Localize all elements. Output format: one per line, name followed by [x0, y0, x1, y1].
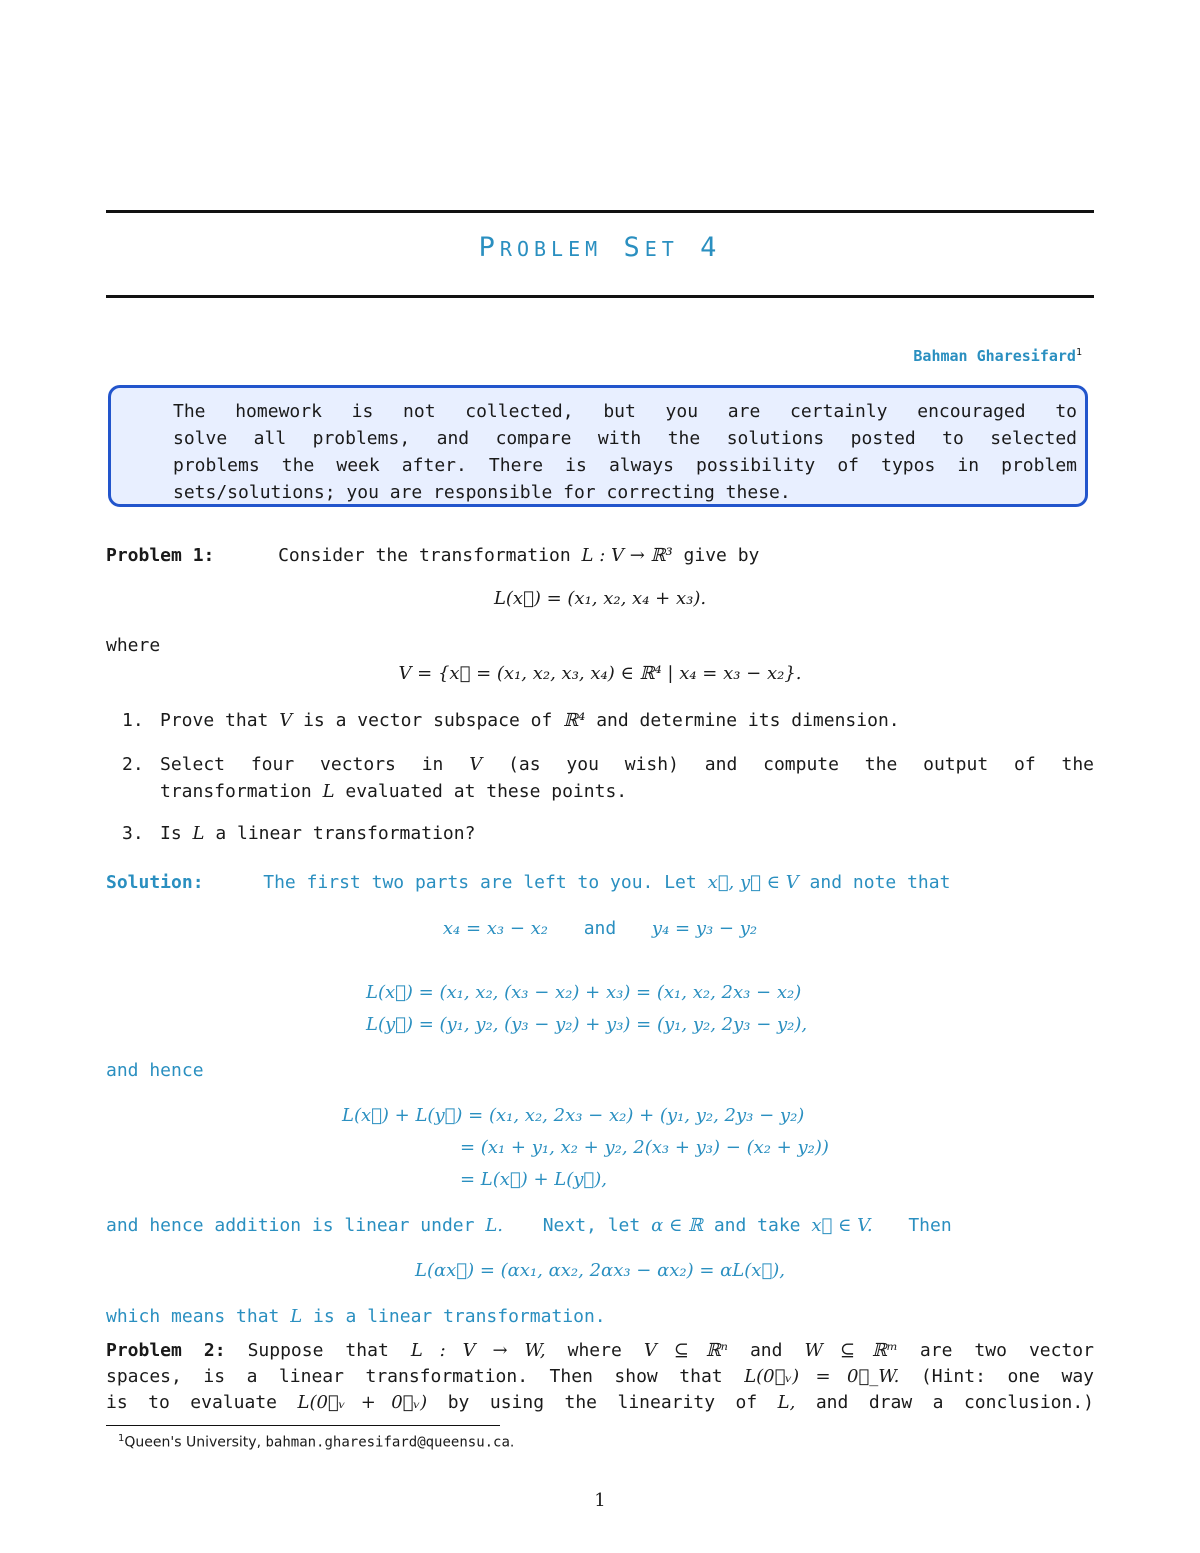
- problem2-line-3: [106, 1392, 1094, 1413]
- solution-vars: x⃗, y⃗ ∈ V: [707, 872, 799, 893]
- solution-ly: L(y⃗) = (y₁, y₂, (y₃ − y₂) + y₃) = (y₁, y₂, 2y₃ − y₂),: [366, 1014, 808, 1035]
- item-number: 1.: [122, 710, 144, 731]
- addition-math: α ∈ ℝ: [651, 1215, 703, 1236]
- item-text-part: (as you wish) and compute the output of the: [508, 754, 1094, 775]
- conclusion-text: which means that: [106, 1306, 280, 1327]
- item-text: [160, 781, 627, 802]
- addition-text: Then: [908, 1215, 952, 1236]
- footnote-mark: 1: [118, 1433, 125, 1444]
- solution-addition: [106, 1215, 952, 1236]
- problem1-intro: Consider the transformation: [278, 545, 571, 566]
- top-rule: [106, 210, 1094, 213]
- problem1-map: L : V → ℝ³: [581, 545, 673, 566]
- solution-scalar: L(αx⃗) = (αx₁, αx₂, 2αx₃ − αx₂) = αL(x⃗),: [415, 1260, 785, 1281]
- solution-sum-2: = (x₁ + y₁, x₂ + y₂, 2(x₃ + y₃) − (x₂ + y₂)): [460, 1137, 829, 1158]
- item-text: [160, 710, 900, 731]
- item-math: V: [469, 754, 483, 775]
- solution-sum-3: = L(x⃗) + L(y⃗),: [460, 1169, 607, 1190]
- solution-and-hence: and hence: [106, 1060, 204, 1081]
- title-part: S: [623, 232, 645, 263]
- item-math: ℝ⁴: [563, 710, 586, 731]
- problem2-math: L(0⃗ᵥ + 0⃗ᵥ): [297, 1392, 428, 1413]
- page-number: 1: [594, 1490, 606, 1511]
- problem1-set: V = {x⃗ = (x₁, x₂, x₃, x₄) ∈ ℝ⁴ | x₄ = x₃ − x₂}.: [398, 663, 802, 684]
- problem2-text: by using the linearity of: [447, 1392, 758, 1413]
- item-math: V: [279, 710, 293, 731]
- solution-lx: L(x⃗) = (x₁, x₂, (x₃ − x₂) + x₃) = (x₁, x₂, 2x₃ − x₂): [366, 982, 802, 1003]
- solution-relations: [106, 918, 1094, 939]
- footnote-text: Queen's University,: [124, 1434, 266, 1451]
- item-text-part: Select four vectors in: [160, 754, 444, 775]
- problem1-equation: L(x⃗) = (x₁, x₂, x₄ + x₃).: [493, 588, 707, 609]
- problem2-line-2: [106, 1366, 1094, 1387]
- title-part: P: [478, 232, 500, 263]
- item-math: L: [322, 781, 335, 802]
- problem1-where: where: [106, 635, 161, 656]
- problem2-line-1: [106, 1340, 1094, 1361]
- relation-x: x₄ = x₃ − x₂: [442, 918, 549, 939]
- problem1-heading: [106, 545, 759, 566]
- addition-math: x⃗ ∈ V.: [811, 1215, 873, 1236]
- item-text-part: a linear transformation?: [215, 823, 476, 844]
- notice-text: [173, 398, 1077, 506]
- item-text: [160, 754, 1094, 775]
- notice-box: [108, 385, 1088, 507]
- bottom-rule: [106, 295, 1094, 298]
- conclusion-text: is a linear transformation.: [313, 1306, 606, 1327]
- title-part: ET: [644, 237, 679, 261]
- problem2-text: and: [749, 1340, 783, 1361]
- problem2-text: Suppose that: [247, 1340, 389, 1361]
- solution-heading: [106, 872, 950, 893]
- item-text-part: evaluated at these points.: [345, 781, 628, 802]
- footnote-rule: [106, 1425, 500, 1426]
- problem2-math: L(0⃗ᵥ) = 0⃗_W.: [744, 1366, 900, 1387]
- title-part: 4: [700, 232, 722, 263]
- problem2-math: V ⊆ ℝⁿ: [643, 1340, 728, 1361]
- item-text: [160, 823, 475, 844]
- item-math: L: [192, 823, 205, 844]
- solution-intro: The first two parts are left to you. Let: [263, 872, 697, 893]
- author-name: Bahman Gharesifard: [913, 347, 1076, 365]
- footnote-email[interactable]: bahman.gharesifard@queensu.ca: [265, 1434, 510, 1451]
- footnote-end: .: [509, 1434, 515, 1451]
- footnote: [118, 1433, 514, 1451]
- solution-note: and note that: [809, 872, 951, 893]
- notice-line: solve all problems, and compare with the solutions posted to selected: [173, 428, 1077, 449]
- problem2-text: and draw a conclusion.): [815, 1392, 1095, 1413]
- problem1-label: Problem 1:: [106, 545, 215, 566]
- page-title: [106, 232, 1094, 263]
- problem2-text: is to evaluate: [106, 1392, 277, 1413]
- problem2-math: W ⊆ ℝᵐ: [804, 1340, 898, 1361]
- author: [913, 347, 1082, 365]
- addition-text: Next, let: [542, 1215, 641, 1236]
- problem2-label: Problem 2:: [106, 1340, 226, 1361]
- conclusion-math: L: [290, 1306, 303, 1327]
- problem2-math: L,: [777, 1392, 796, 1413]
- solution-sum-1: L(x⃗) + L(y⃗) = (x₁, x₂, 2x₃ − x₂) + (y₁, y₂, 2y₃ − y₂): [342, 1105, 805, 1126]
- solution-conclusion: [106, 1306, 606, 1327]
- addition-text: and hence addition is linear under: [106, 1215, 475, 1236]
- footnote-mark: 1: [1075, 347, 1082, 358]
- title-part: ROBLEM: [499, 237, 603, 261]
- problem2-text: are two vector: [919, 1340, 1094, 1361]
- solution-label: Solution:: [106, 872, 204, 893]
- item-text-part: Prove that: [160, 710, 269, 731]
- item-text-part: and determine its dimension.: [596, 710, 900, 731]
- item-number: 3.: [122, 823, 144, 844]
- relation-y: y₄ = y₃ − y₂: [651, 918, 758, 939]
- problem1-give-by: give by: [683, 545, 760, 566]
- problem2-text: where: [567, 1340, 622, 1361]
- problem2-math: L : V → W,: [410, 1340, 546, 1361]
- item-text-part: Is: [160, 823, 182, 844]
- item-number: 2.: [122, 754, 144, 775]
- notice-line: sets/solutions; you are responsible for correcting these.: [173, 482, 791, 503]
- addition-text: and take: [713, 1215, 801, 1236]
- relation-and: and: [583, 918, 617, 939]
- item-text-part: transformation: [160, 781, 312, 802]
- notice-line: problems the week after. There is always possibility of typos in problem: [173, 455, 1077, 476]
- problem2-text: (Hint: one way: [920, 1366, 1094, 1387]
- item-text-part: is a vector subspace of: [303, 710, 553, 731]
- problem2-text: spaces, is a linear transformation. Then show that: [106, 1366, 723, 1387]
- notice-line: The homework is not collected, but you are certainly encouraged to: [173, 401, 1077, 422]
- addition-math: L.: [485, 1215, 503, 1236]
